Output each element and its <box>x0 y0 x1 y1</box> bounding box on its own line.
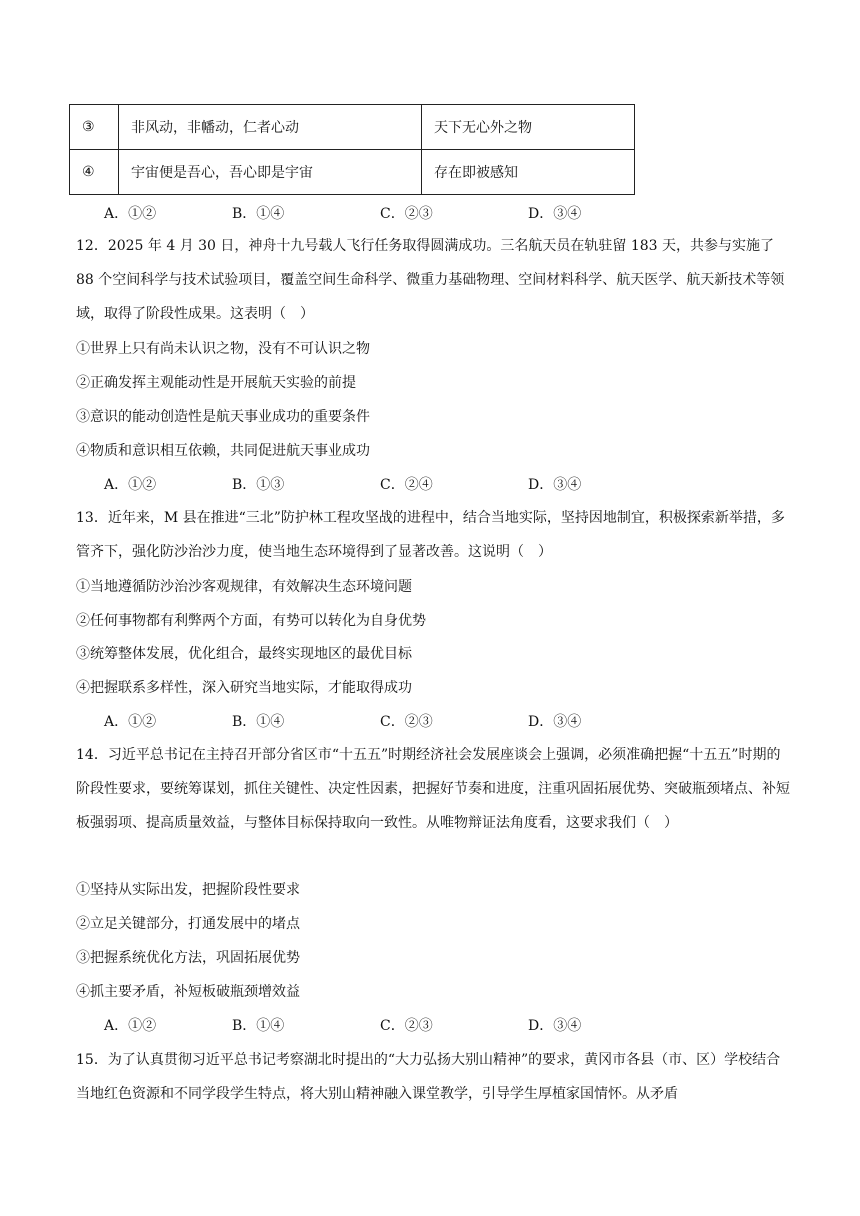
q12-item-2: ②正确发挥主观能动性是开展航天实验的前提 <box>76 375 356 391</box>
q14-item-2: ②立足关键部分，打通发展中的堵点 <box>76 916 300 932</box>
q12-options <box>104 475 664 495</box>
option-b[interactable]: B．①④ <box>232 1018 285 1034</box>
q13-item-3: ③统筹整体发展，优化组合，最终实现地区的最优目标 <box>76 646 412 662</box>
q13-item-1: ①当地遵循防沙治沙客观规律，有效解决生态环境问题 <box>76 579 412 595</box>
option-d[interactable]: D．③④ <box>528 206 582 222</box>
option-c[interactable]: C．②④ <box>380 477 433 493</box>
table-cell-number: ④ <box>70 150 119 195</box>
q13-stem: 13．近年来，M 县在推进“三北”防护林工程攻坚战的进程中，结合当地实际，坚持因地制宜，积极探索新举措，多管齐下，强化防沙治沙力度，使当地生态环境得到了显著改善。这说明（ ） <box>76 510 785 560</box>
option-d[interactable]: D．③④ <box>528 714 582 730</box>
table-cell-number: ③ <box>70 105 119 150</box>
q13-item-2: ②任何事物都有利弊两个方面，有势可以转化为自身优势 <box>76 613 426 629</box>
q14-item-1: ①坚持从实际出发，把握阶段性要求 <box>76 882 300 898</box>
table-cell-quote: 非风动，非幡动，仁者心动 <box>119 105 422 150</box>
q12-item-4: ④物质和意识相互依赖，共同促进航天事业成功 <box>76 443 370 459</box>
option-c[interactable]: C．②③ <box>380 206 433 222</box>
option-a[interactable]: A．①② <box>104 1018 157 1034</box>
option-d[interactable]: D．③④ <box>528 477 582 493</box>
q12-item-3: ③意识的能动创造性是航天事业成功的重要条件 <box>76 409 370 425</box>
q12-stem: 12．2025 年 4 月 30 日，神舟十九号载人飞行任务取得圆满成功。三名航天员在轨驻留 183 天，共参与实施了 88 个空间科学与技术试验项目，覆盖空间生命科学、微重力基础物理、空间材料科学、航天医学、航天新技术等领域，取得了阶段性成果。这表明（ ） <box>76 238 785 322</box>
q14-options <box>104 1016 664 1036</box>
table-cell-view: 天下无心外之物 <box>422 105 635 150</box>
q13-options <box>104 712 664 732</box>
q13-item-4: ④把握联系多样性，深入研究当地实际，才能取得成功 <box>76 680 412 696</box>
q14-stem: 14．习近平总书记在主持召开部分省区市“十五五”时期经济社会发展座谈会上强调，必须准确把握“十五五”时期的阶段性要求，要统筹谋划，抓住关键性、决定性因素，把握好节奏和进度，注重巩固拓展优势、突破瓶颈堵点、补短板强弱项、提高质量效益，与整体目标保持取向一致性。从唯物辩证法角度看，这要求我们（ ） <box>76 747 790 831</box>
option-a[interactable]: A．①② <box>104 477 157 493</box>
table-row <box>70 150 635 195</box>
table-row <box>70 105 635 150</box>
continued-table <box>69 104 635 195</box>
q14-item-4: ④抓主要矛盾，补短板破瓶颈增效益 <box>76 984 300 1000</box>
q11-options <box>104 204 664 224</box>
option-c[interactable]: C．②③ <box>380 1018 433 1034</box>
option-d[interactable]: D．③④ <box>528 1018 582 1034</box>
option-a[interactable]: A．①② <box>104 714 157 730</box>
option-c[interactable]: C．②③ <box>380 714 433 730</box>
q14-item-3: ③把握系统优化方法，巩固拓展优势 <box>76 950 300 966</box>
q15-stem: 15．为了认真贯彻习近平总书记考察湖北时提出的“大力弘扬大别山精神”的要求，黄冈市各县（市、区）学校结合当地红色资源和不同学段学生特点，将大别山精神融入课堂教学，引导学生厚植家国情怀。从矛盾 <box>76 1052 781 1102</box>
table-cell-view: 存在即被感知 <box>422 150 635 195</box>
q12-item-1: ①世界上只有尚未认识之物，没有不可认识之物 <box>76 341 370 357</box>
option-b[interactable]: B．①④ <box>232 714 285 730</box>
option-b[interactable]: B．①③ <box>232 477 285 493</box>
table-cell-quote: 宇宙便是吾心，吾心即是宇宙 <box>119 150 422 195</box>
option-a[interactable]: A．①② <box>104 206 157 222</box>
option-b[interactable]: B．①④ <box>232 206 285 222</box>
